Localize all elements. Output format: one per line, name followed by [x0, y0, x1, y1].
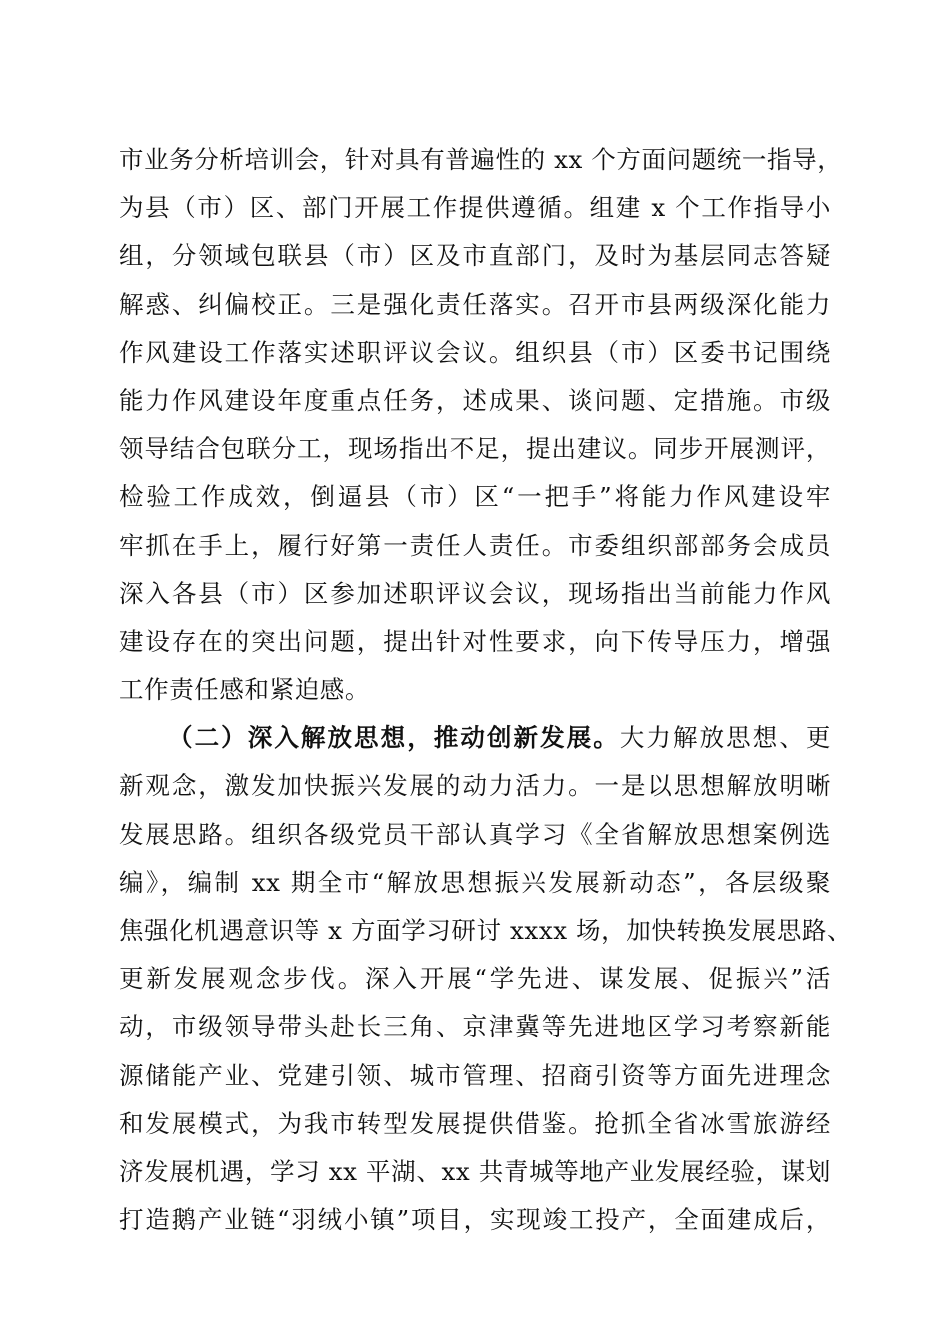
paragraph1-line-1: 市业务分析培训会，针对具有普遍性的 xx 个方面问题统一指导， [119, 145, 843, 174]
paragraph2-line-9: 和发展模式，为我市转型发展提供借鉴。抢抓全省冰雪旅游经 [119, 1108, 831, 1138]
paragraph1-line-4: 解惑、纠偏校正。三是强化责任落实。召开市县两级深化能力 [119, 289, 831, 319]
paragraph2-first-line [119, 714, 831, 762]
paragraph1-line-7: 领导结合包联分工，现场指出不足，提出建议。同步开展测评， [119, 434, 831, 464]
paragraph1-line-11: 建设存在的突出问题，提出针对性要求，向下传导压力，增强 [119, 626, 831, 656]
body-text [119, 136, 853, 1244]
paragraph1-line-5: 作风建设工作落实述职评议会议。组织县（市）区委书记围绕 [119, 337, 831, 367]
paragraph1-line-2: 为县（市）区、部门开展工作提供遵循。组建 x 个工作指导小 [119, 193, 831, 223]
paragraph2-line-5: 焦强化机遇意识等 x 方面学习研讨 xxxx 场，加快转换发展思路、 [119, 916, 853, 945]
paragraph2-line-7: 动，市级领导带头赴长三角、京津冀等先进地区学习考察新能 [119, 1012, 831, 1042]
paragraph2-line-2: 新观念，激发加快振兴发展的动力活力。一是以思想解放明晰 [119, 771, 831, 801]
paragraph1-line-12: 工作责任感和紧迫感。 [119, 675, 370, 705]
paragraph1-line-3: 组，分领域包联县（市）区及市直部门，及时为基层同志答疑 [119, 241, 831, 271]
paragraph2-line-4: 编》，编制 xx 期全市“解放思想振兴发展新动态”，各层级聚 [119, 867, 831, 897]
paragraph2-line-8: 源储能产业、党建引领、城市管理、招商引资等方面先进理念 [119, 1060, 831, 1090]
paragraph1-line-6: 能力作风建设年度重点任务，述成果、谈问题、定措施。市级 [119, 385, 831, 415]
paragraph2-line-11: 打造鹅产业链“羽绒小镇”项目，实现竣工投产，全面建成后， [119, 1205, 831, 1235]
paragraph2-line-3: 发展思路。组织各级党员干部认真学习《全省解放思想案例选 [119, 819, 831, 849]
paragraph1-line-10: 深入各县（市）区参加述职评议会议，现场指出当前能力作风 [119, 578, 831, 608]
paragraph2-line-6: 更新发展观念步伐。深入开展“学先进、谋发展、促振兴”活 [119, 964, 831, 994]
paragraph2-first-line-rest: 大力解放思想、更 [619, 723, 831, 753]
paragraph1-line-9: 牢抓在手上，履行好第一责任人责任。市委组织部部务会成员 [119, 530, 831, 560]
paragraph1-line-8: 检验工作成效，倒逼县（市）区“一把手”将能力作风建设牢 [119, 482, 831, 512]
section-heading: （二）深入解放思想，推动创新发展。 [168, 723, 620, 753]
paragraph2-line-10: 济发展机遇，学习 xx 平湖、xx 共青城等地产业发展经验，谋划 [119, 1156, 831, 1186]
